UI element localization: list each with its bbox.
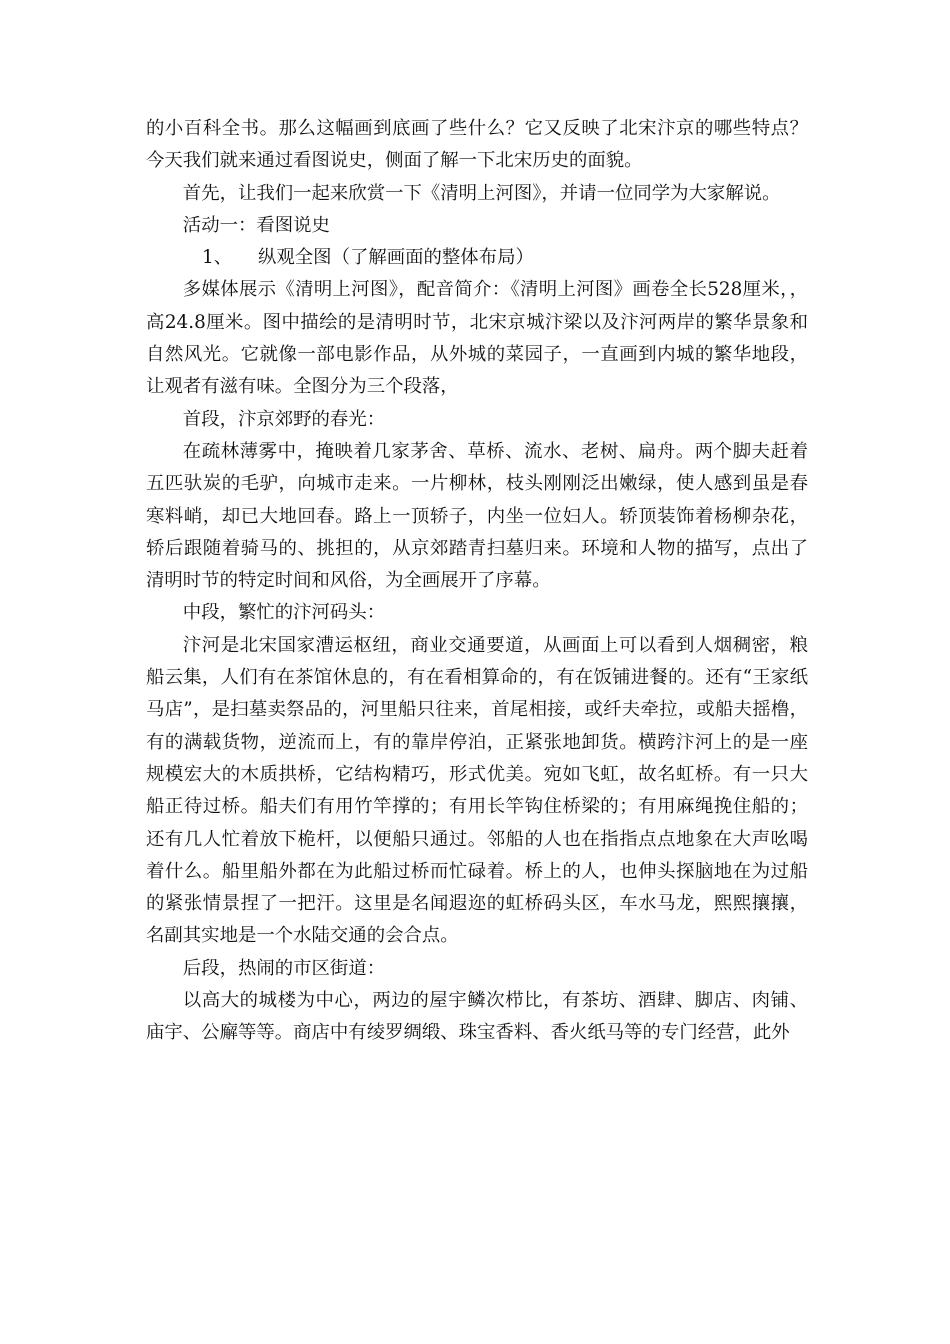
paragraph-multimedia: 多媒体展示《清明上河图》，配音简介：《清明上河图》画卷全长528厘米，，高24.8厘米。图中描绘的是清明时节，北宋京城汴梁以及汴河两岸的繁华景象和自然风光。它就像一部电影作品，从外城的菜园子，一直画到内城的繁华地段，让观者有滋有味。全图分为三个段落， — [146, 279, 808, 398]
paragraph-intro: 的小百科全书。那么这幅画到底画了些什么？它又反映了北宋汴京的哪些特点？今天我们就来通过看图说史，侧面了解一下北宋历史的面貌。 — [146, 118, 808, 172]
list-number: 1、 — [202, 247, 233, 269]
activity-heading: 活动一：看图说史 — [182, 214, 330, 236]
list-item-overview — [146, 242, 808, 274]
section-heading-last: 后段，热闹的市区街道： — [182, 957, 386, 979]
list-item-text: 纵观全图（了解画面的整体布局） — [258, 247, 534, 269]
section-heading-middle: 中段，繁忙的汴河码头： — [182, 602, 386, 624]
section-heading-first: 首段，汴京郊野的春光： — [182, 408, 386, 430]
paragraph-last-section: 以高大的城楼为中心，两边的屋宇鳞次栉比，有茶坊、酒肆、脚店、肉铺、庙宇、公廨等等。商店中有绫罗绸缎、珠宝香料、香火纸马等的专门经营，此外 — [146, 990, 808, 1044]
document-page — [146, 113, 808, 1050]
paragraph-middle-section: 汴河是北宋国家漕运枢纽，商业交通要道，从画面上可以看到人烟稠密，粮船云集，人们有在茶馆休息的，有在看相算命的，有在饭铺进餐的。还有“王家纸马店”，是扫墓卖祭品的，河里船只往来，首尾相接，或纤夫牵拉，或船夫摇橹，有的满载货物，逆流而上，有的靠岸停泊，正紧张地卸货。横跨汴河上的是一座规模宏大的木质拱桥，它结构精巧，形式优美。宛如飞虹，故名虹桥。有一只大船正待过桥。船夫们有用竹竿撑的；有用长竿钩住桥梁的；有用麻绳挽住船的；还有几人忙着放下桅杆，以便船只通过。邻船的人也在指指点点地象在大声吆喝着什么。船里船外都在为此船过桥而忙碌着。桥上的人，也伸头探脑地在为过船的紧张情景捏了一把汗。这里是名闻遐迩的虹桥码头区，车水马龙，熙熙攘攘，名副其实地是一个水陆交通的会合点。 — [146, 634, 808, 947]
paragraph-first-section: 在疏林薄雾中，掩映着几家茅舍、草桥、流水、老树、扁舟。两个脚夫赶着五匹驮炭的毛驴，向城市走来。一片柳林，枝头刚刚泛出嫩绿，使人感到虽是春寒料峭，却已大地回春。路上一顶轿子，内坐一位妇人。轿顶装饰着杨柳杂花，轿后跟随着骑马的、挑担的，从京郊踏青扫墓归来。环境和人物的描写，点出了清明时节的特定时间和风俗，为全画展开了序幕。 — [146, 440, 808, 592]
paragraph-appreciate: 首先，让我们一起来欣赏一下《清明上河图》，并请一位同学为大家解说。 — [182, 182, 781, 204]
